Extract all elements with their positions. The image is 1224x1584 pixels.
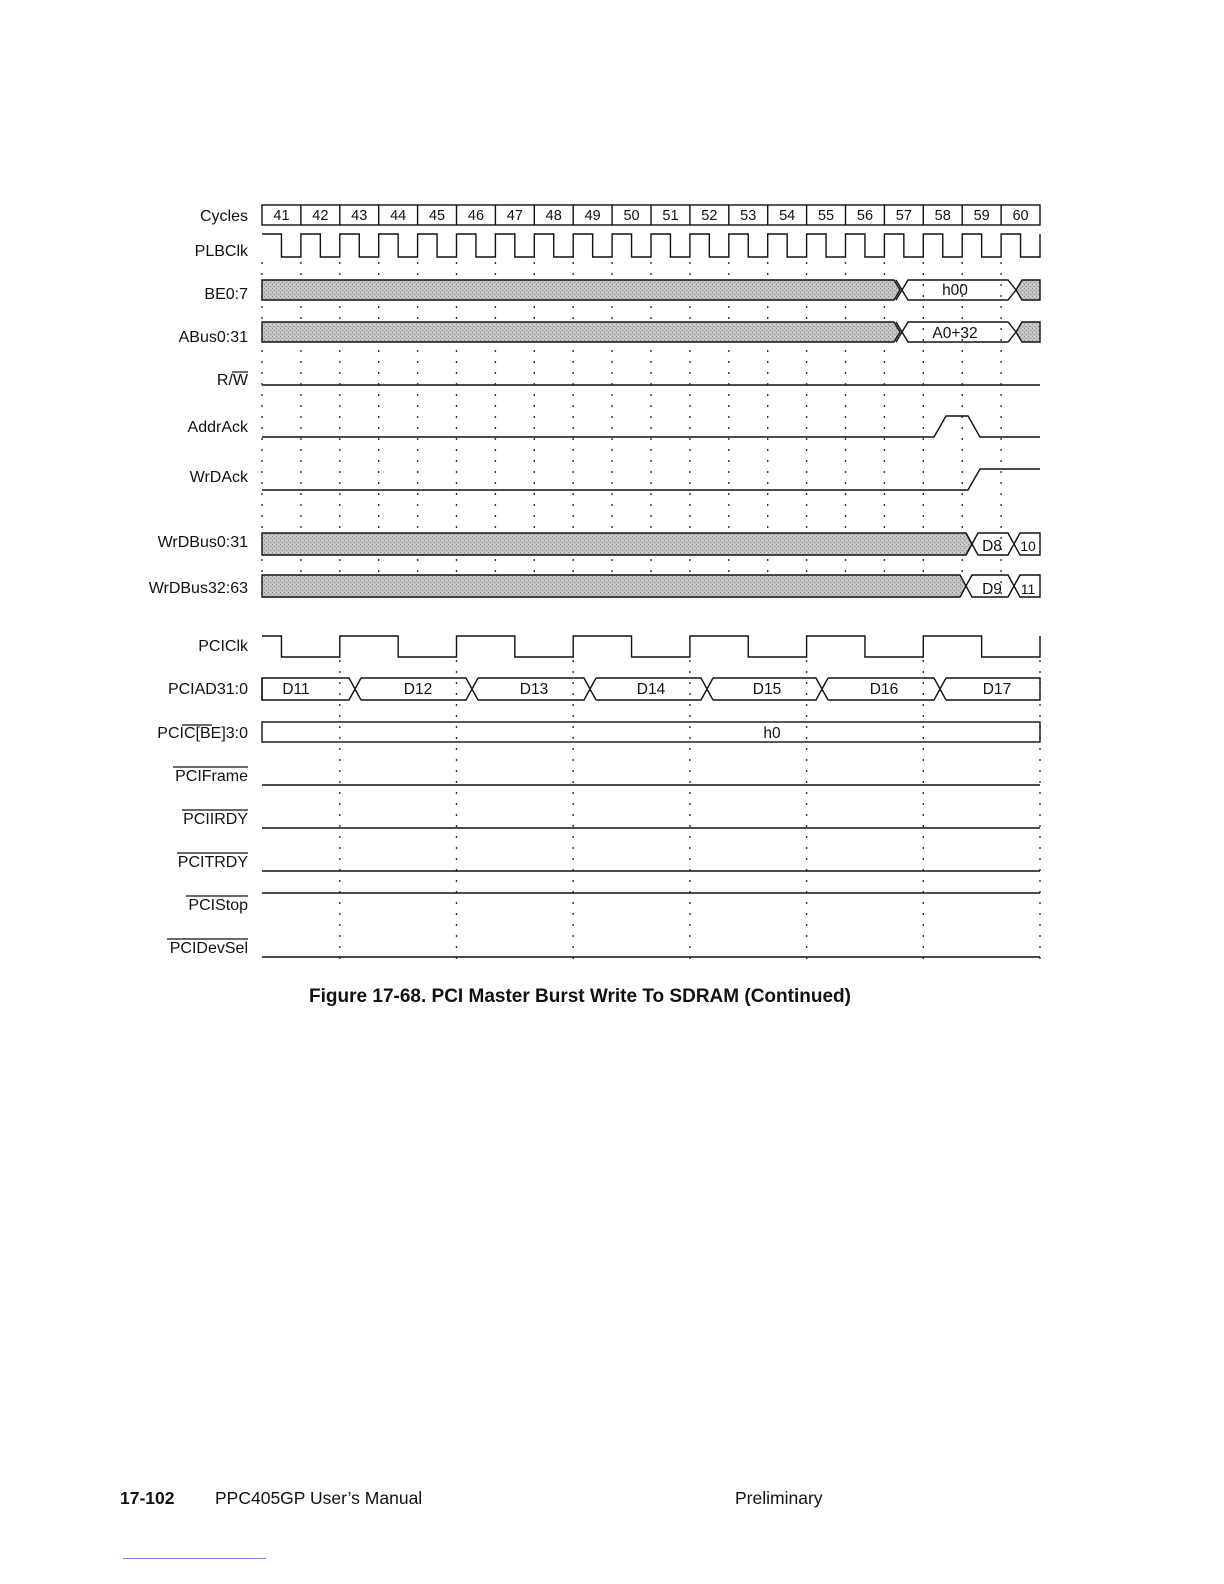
cycle-number-51: 51 [662,208,679,224]
addrack-wave [262,416,1040,437]
pciclk-wave [262,636,1040,657]
label-pcitrdy: PCITRDY [177,854,248,871]
wrdbus32-invalid [262,575,966,597]
page-number: 17-102 [120,1488,175,1508]
cycle-number-57: 57 [895,208,912,224]
cycle-number-54: 54 [779,208,796,224]
label-rw: R/W [216,372,248,389]
footer-rule [123,1558,266,1559]
cycle-number-56: 56 [856,208,874,224]
label-plbclk: PLBClk [194,243,248,260]
label-wrdbus0: WrDBus0:31 [157,534,248,551]
pciad-value-d14: D14 [636,681,666,698]
cycle-number-52: 52 [701,208,718,224]
label-wrdack: WrDAck [189,469,248,486]
label-pciclk: PCIClk [198,638,248,655]
abus-invalid [262,322,900,342]
pciad-value-d16: D16 [869,681,899,698]
abus-invalid-tail [1016,322,1040,342]
pciad-value-d12: D12 [403,681,433,698]
wrdbus0-value-d8: D8 [982,538,1002,555]
label-be: BE0:7 [204,286,248,303]
document-status: Preliminary [735,1488,823,1508]
cycle-number-58: 58 [934,208,951,224]
cycle-number-53: 53 [740,208,757,224]
wrdbus32-value-d9: D9 [982,581,1002,598]
cycle-number-row [262,205,1040,225]
label-pcidevsel: PCIDevSel [169,940,248,957]
cycle-number-41: 41 [273,208,290,224]
cycle-number-47: 47 [506,208,523,224]
cycle-number-43: 43 [351,208,368,224]
be-invalid-tail [1016,280,1040,300]
cycle-number-60: 60 [1012,208,1029,224]
label-pciirdy: PCIIRDY [183,811,248,828]
cycle-tick-guides [262,262,1040,960]
be-invalid [262,280,900,300]
label-addrack: AddrAck [187,419,248,436]
label-pciad: PCIAD31:0 [167,681,248,698]
label-pcistop: PCIStop [188,897,248,914]
cycle-number-50: 50 [623,208,640,224]
pciad-value-d17: D17 [982,681,1012,698]
cycle-number-42: 42 [312,208,329,224]
label-abus: ABus0:31 [178,329,248,346]
label-pciframe: PCIFrame [175,768,248,785]
pciad-value-d13: D13 [519,681,549,698]
label-cycles: Cycles [199,208,248,225]
cycle-number-45: 45 [428,208,446,224]
plbclk-wave [262,234,1040,257]
pciad-value-d11: D11 [282,681,310,698]
manual-title: PPC405GP User’s Manual [215,1488,423,1508]
wrdbus0-value-10: 10 [1020,538,1036,554]
cycle-number-49: 49 [584,208,601,224]
be-value-h00: h00 [942,282,968,299]
cycle-number-48: 48 [545,208,562,224]
pcicbe-value-h0: h0 [763,725,781,742]
pciad-value-d15: D15 [752,681,782,698]
wrdbus32-value-11: 11 [1020,581,1036,597]
figure-caption: Figure 17-68. PCI Master Burst Write To SDRAM (Continued) [309,986,851,1007]
wrdbus0-invalid [262,533,972,555]
label-pcicbe: PCIC[BE]3:0 [157,725,248,742]
cycle-number-46: 46 [467,208,485,224]
cycle-number-55: 55 [817,208,835,224]
cycle-number-59: 59 [973,208,990,224]
label-wrdbus32: WrDBus32:63 [148,580,248,597]
abus-value-a0-32: A0+32 [932,325,978,342]
cycle-number-44: 44 [390,208,407,224]
